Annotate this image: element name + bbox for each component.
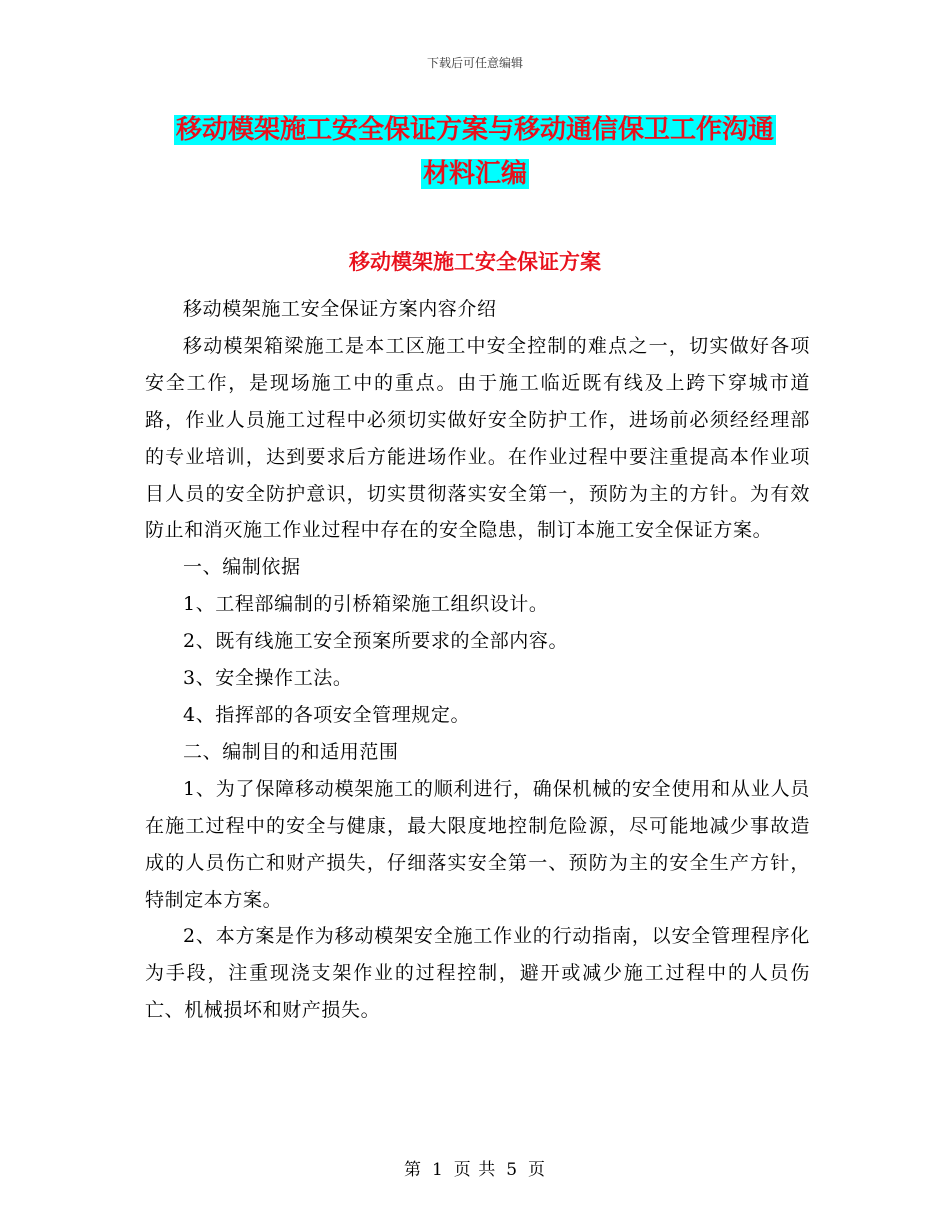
- page-total: 5: [506, 1160, 519, 1180]
- section-title: 移动模架施工安全保证方案: [349, 250, 601, 274]
- page-label-mid: 页 共: [453, 1160, 497, 1180]
- list-item: 4、指挥部的各项安全管理规定。: [183, 703, 471, 726]
- page-number: 1: [431, 1160, 444, 1180]
- list-item: 2、既有线施工安全预案所要求的全部内容。: [183, 630, 569, 653]
- header-note: 下载后可任意编辑: [426, 56, 523, 70]
- list-item: 3、安全操作工法。: [183, 667, 353, 690]
- paragraph-purpose-1: 1、为了保障移动模架施工的顺利进行，确保机械的安全使用和从业人员在施工过程中的安全与健康，最大限度地控制危险源，尽可能地减少事故造成的人员伤亡和财产损失，仔细落实安全第一、预防为主的安全生产方针，特制定本方案。: [145, 777, 810, 911]
- document-title-line2: 材料汇编: [422, 159, 527, 189]
- paragraph-intro-heading: 移动模架施工安全保证方案内容介绍: [183, 298, 497, 320]
- document-title-line1: 移动模架施工安全保证方案与移动通信保卫工作沟通: [175, 115, 774, 145]
- page-label-suffix: 页: [528, 1160, 547, 1180]
- paragraph-intro: 移动模架箱梁施工是本工区施工中安全控制的难点之一，切实做好各项安全工作，是现场施工中的重点。由于施工临近既有线及上跨下穿城市道路，作业人员施工过程中必须切实做好安全防护工作，进场前必须经经理部的专业培训，达到要求后方能进场作业。在作业过程中要注重提高本作业项目人员的安全防护意识，切实贯彻落实安全第一，预防为主的方针。为有效防止和消灭施工作业过程中存在的安全隐患，制订本施工安全保证方案。: [145, 334, 810, 542]
- heading-purpose: 二、编制目的和适用范围: [183, 740, 399, 763]
- paragraph-purpose-2: 2、本方案是作为移动模架安全施工作业的行动指南，以安全管理程序化为手段，注重现浇支架作业的过程控制，避开或减少施工过程中的人员伤亡、机械损坏和财产损失。: [145, 925, 810, 1022]
- document-title: [140, 108, 810, 196]
- page-label-prefix: 第: [403, 1160, 422, 1180]
- list-item: 1、工程部编制的引桥箱梁施工组织设计。: [183, 593, 549, 616]
- page-footer: [0, 1155, 950, 1180]
- heading-basis: 一、编制依据: [183, 556, 301, 579]
- document-body: [145, 291, 810, 1029]
